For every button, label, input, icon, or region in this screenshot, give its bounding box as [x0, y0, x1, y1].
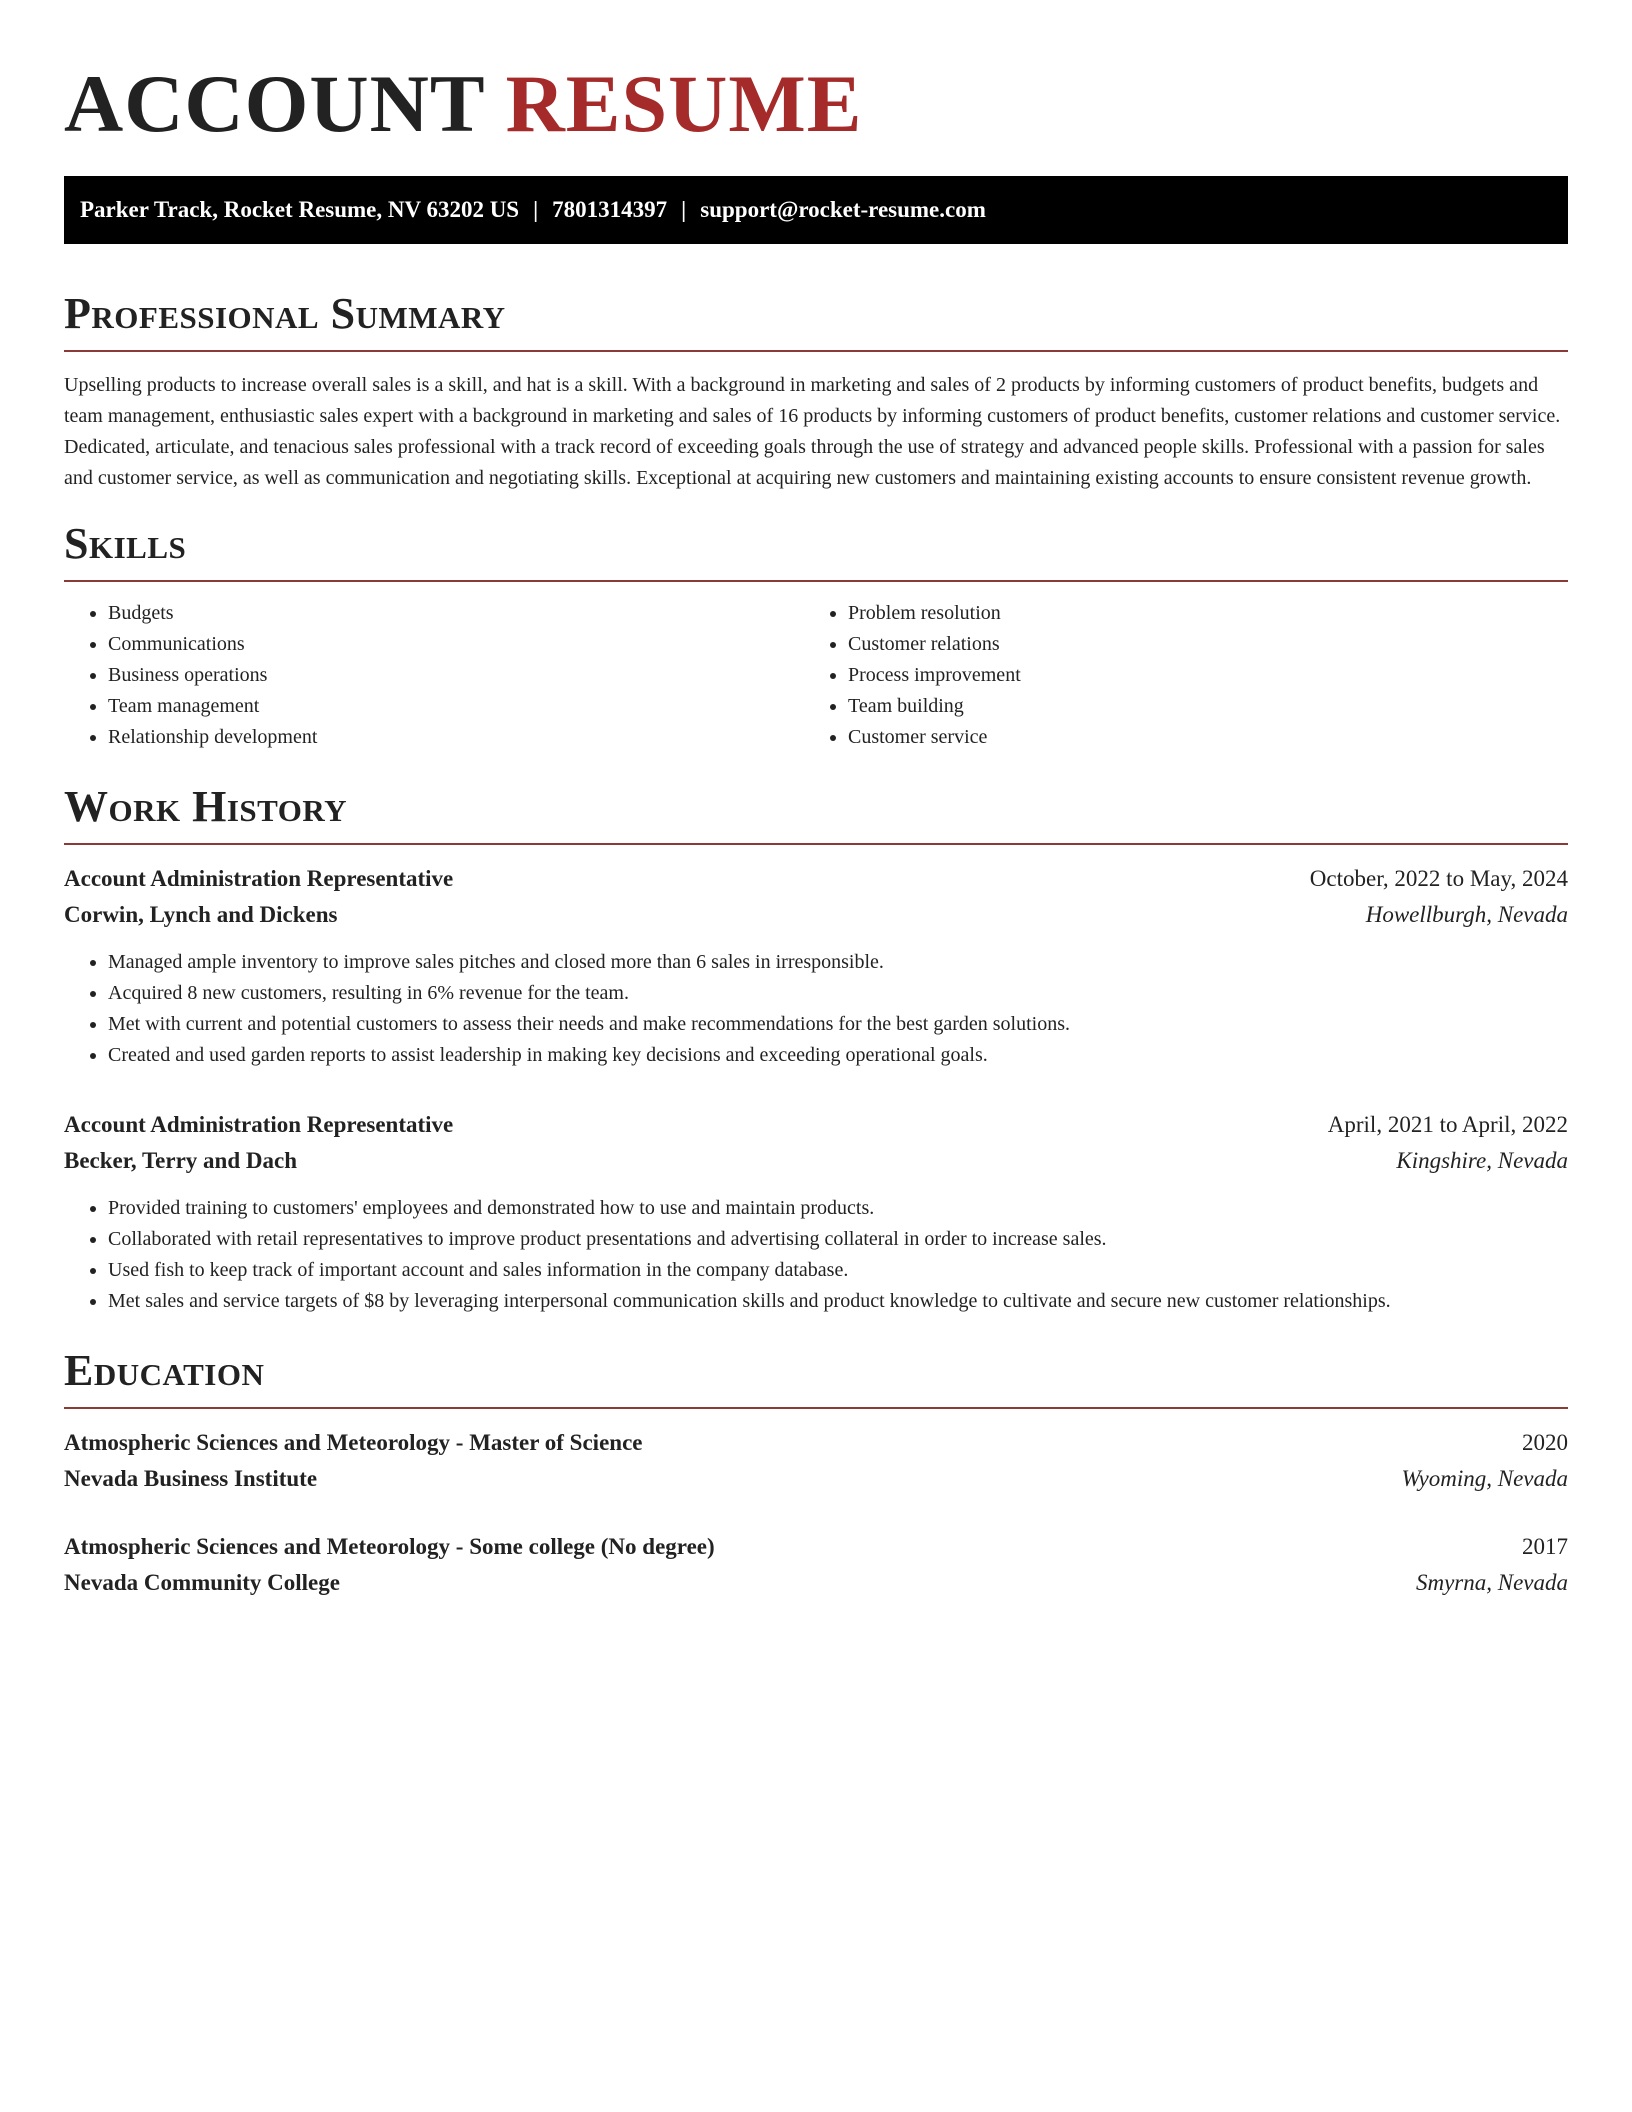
section-divider — [64, 350, 1568, 352]
job-bullet: • Created and used garden reports to assist leadership in making key decisions and exceeding operational goals. — [108, 1040, 1568, 1071]
section-divider — [64, 1407, 1568, 1409]
skills-columns — [64, 598, 1568, 753]
skill-item: • Team building — [848, 691, 1544, 722]
education-location: Smyrna, Nevada — [1415, 1570, 1568, 1595]
education-degree-row — [64, 1529, 1568, 1565]
job-bullet: • Acquired 8 new customers, resulting in 6% revenue for the team. — [108, 978, 1568, 1009]
skill-item: • Budgets — [108, 598, 804, 629]
skill-item: • Communications — [108, 629, 804, 660]
skill-item: • Problem resolution — [848, 598, 1544, 629]
education-year: 2020 — [1522, 1430, 1568, 1455]
section-divider — [64, 580, 1568, 582]
job-bullet: • Met sales and service targets of $8 by leveraging interpersonal communication skills and product knowledge to cultivate and secure new customer relationships. — [108, 1286, 1568, 1317]
contact-address: Parker Track, Rocket Resume, NV 63202 US — [80, 197, 520, 222]
job-company: Becker, Terry and Dach — [64, 1148, 297, 1173]
contact-separator: | — [681, 197, 687, 222]
education-degree: Atmospheric Sciences and Meteorology - Master of Science — [64, 1430, 643, 1455]
job-company-row — [64, 1143, 1568, 1179]
skill-item: • Team management — [108, 691, 804, 722]
job-dates: April, 2021 to April, 2022 — [1327, 1112, 1568, 1137]
education-entry — [64, 1529, 1568, 1601]
skill-item: • Process improvement — [848, 660, 1544, 691]
summary-section — [64, 288, 1568, 494]
job-bullet: • Managed ample inventory to improve sales pitches and closed more than 6 sales in irresponsible. — [108, 947, 1568, 978]
contact-phone: 7801314397 — [552, 197, 668, 222]
job-dates: October, 2022 to May, 2024 — [1309, 866, 1568, 891]
skill-item: • Business operations — [108, 660, 804, 691]
education-school: Nevada Business Institute — [64, 1466, 318, 1491]
contact-email: support@rocket-resume.com — [700, 197, 986, 222]
education-school-row — [64, 1565, 1568, 1601]
skills-section — [64, 518, 1568, 753]
job-bullet: • Used fish to keep track of important account and sales information in the company database. — [108, 1255, 1568, 1286]
skills-list-left — [64, 598, 804, 753]
resume-title — [64, 58, 1568, 150]
job-title-row — [64, 861, 1568, 897]
title-part-account: ACCOUNT — [64, 58, 485, 149]
job-bullets — [64, 947, 1568, 1071]
work-section — [64, 781, 1568, 1317]
skill-item: • Customer relations — [848, 629, 1544, 660]
skill-item: • Relationship development — [108, 722, 804, 753]
job-bullet: • Collaborated with retail representatives to improve product presentations and advertising collateral in order to increase sales. — [108, 1224, 1568, 1255]
education-school-row — [64, 1461, 1568, 1497]
education-heading: Education — [64, 1346, 265, 1395]
job-entry — [64, 861, 1568, 1071]
summary-heading: Professional Summary — [64, 289, 506, 338]
contact-separator: | — [533, 197, 539, 222]
job-entry — [64, 1107, 1568, 1317]
education-degree: Atmospheric Sciences and Meteorology - Some college (No degree) — [64, 1534, 715, 1559]
job-title: Account Administration Representative — [64, 866, 454, 891]
job-bullets — [64, 1193, 1568, 1317]
education-entry — [64, 1425, 1568, 1497]
skills-list-right — [804, 598, 1544, 753]
work-heading: Work History — [64, 782, 348, 831]
job-bullet: • Met with current and potential customers to assess their needs and make recommendations for the best garden solutions. — [108, 1009, 1568, 1040]
contact-bar — [64, 176, 1568, 244]
education-section — [64, 1345, 1568, 1601]
skill-item: • Customer service — [848, 722, 1544, 753]
education-year: 2017 — [1522, 1534, 1568, 1559]
education-school: Nevada Community College — [64, 1570, 340, 1595]
job-company-row — [64, 897, 1568, 933]
job-title-row — [64, 1107, 1568, 1143]
job-location: Howellburgh, Nevada — [1365, 902, 1568, 927]
summary-text: Upselling products to increase overall sales is a skill, and hat is a skill. With a background in marketing and sales of 2 products by informing customers of product benefits, budgets and team management, enthusiastic sales expert with a background in marketing and sales of 16 products by informing customers of product benefits, customer relations and customer service. Dedicated, articulate, and tenacious sales professional with a track record of exceeding goals through the use of strategy and advanced people skills. Professional with a passion for sales and customer service, as well as communication and negotiating skills. Exceptional at acquiring new customers and maintaining existing accounts to ensure consistent revenue growth. — [64, 374, 1561, 489]
education-location: Wyoming, Nevada — [1401, 1466, 1568, 1491]
skills-heading: Skills — [64, 519, 187, 568]
job-bullet: • Provided training to customers' employees and demonstrated how to use and maintain products. — [108, 1193, 1568, 1224]
job-location: Kingshire, Nevada — [1396, 1148, 1568, 1173]
education-degree-row — [64, 1425, 1568, 1461]
title-part-resume: RESUME — [505, 58, 863, 149]
job-company: Corwin, Lynch and Dickens — [64, 902, 338, 927]
job-title: Account Administration Representative — [64, 1112, 454, 1137]
section-divider — [64, 843, 1568, 845]
